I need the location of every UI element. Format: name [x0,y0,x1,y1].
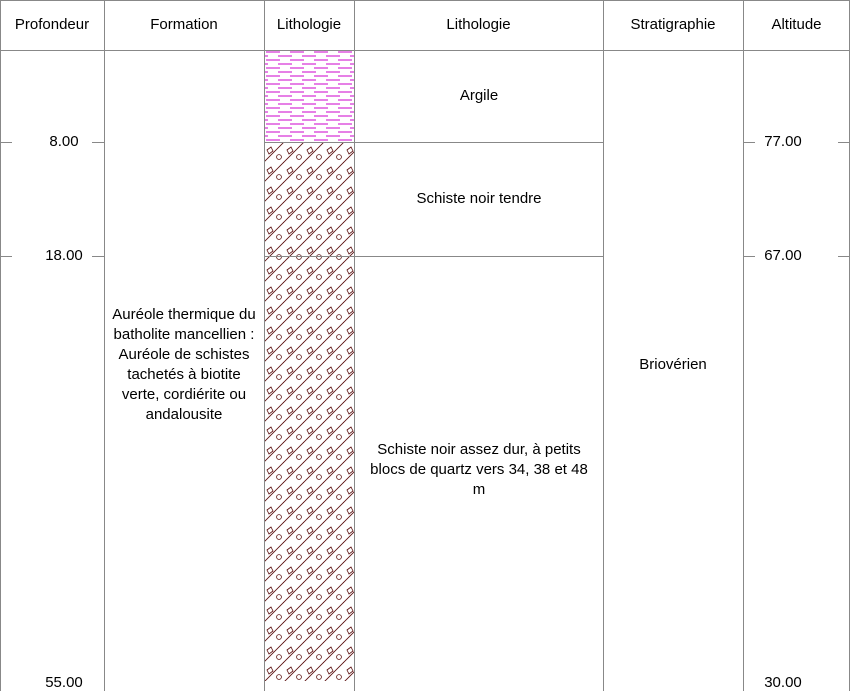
lithology-layer-schist [265,256,354,681]
lithology-column [265,50,354,681]
stratigraphy-text: Briovérien [639,356,707,373]
depth-label: 18.00 [45,247,83,264]
header-lithology-text: Lithologie [446,16,511,33]
altitude-label: 30.00 [764,674,802,691]
formation-description [108,270,260,460]
layer-description-text: Schiste noir assez dur, à petits blocs de quartz vers 34, 38 et 48 m [370,441,588,498]
depth-label: 8.00 [49,133,79,150]
header-altitude: Altitude [771,16,822,33]
layer-description [370,50,588,142]
depth-label: 55.00 [45,674,83,691]
layer-description-text: Argile [459,87,499,104]
layer-description [370,430,588,510]
stratigraphy-unit [607,345,739,385]
layer-description-text: Schiste noir tendre [416,190,542,207]
altitude-label: 67.00 [764,247,802,264]
layer-description [370,142,588,256]
altitude-label: 77.00 [764,133,802,150]
lithology-layer-clay [265,50,354,142]
lithology-layer-schist [265,142,354,256]
header-depth: Profondeur [14,16,90,33]
header-lithology-pattern: Lithologie [276,16,342,33]
header-formation: Formation [150,16,218,33]
formation-text: Auréole thermique du batholite mancellien : Auréole de schistes tachetés à biotite verte, cordiérite ou andalousite [112,306,256,423]
header-stratigraphy: Stratigraphie [630,16,716,33]
